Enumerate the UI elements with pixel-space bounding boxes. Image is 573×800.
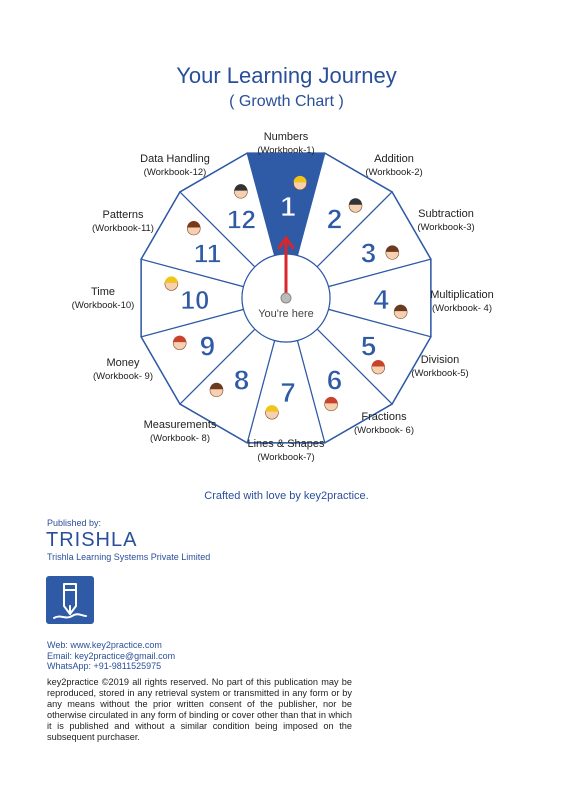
segment-workbook: (Workbook- 6)	[353, 425, 415, 436]
segment-topic: Time	[90, 286, 116, 298]
kid-character-icon	[187, 221, 200, 235]
segment-number: 10	[180, 285, 210, 315]
kid-character-icon	[173, 336, 186, 350]
published-by-label: Published by:	[47, 518, 102, 528]
segment-label-4	[430, 289, 494, 315]
segment-topic: Money	[106, 357, 140, 369]
kid-character-icon	[386, 245, 399, 259]
kid-character-icon	[325, 397, 338, 411]
kid-character-icon	[165, 276, 178, 290]
segment-label-9	[93, 357, 153, 383]
page-title: Your Learning Journey	[176, 63, 397, 88]
segment-topic: Division	[420, 354, 460, 366]
segment-number: 1	[280, 191, 296, 222]
segment-label-5	[411, 354, 468, 380]
segment-label-12	[140, 153, 210, 179]
segment-workbook: (Workbook-12)	[143, 167, 207, 178]
segment-number: 3	[360, 237, 377, 269]
segment-label-3	[417, 208, 474, 234]
segment-topic: Lines & Shapes	[247, 438, 325, 450]
segment-number: 6	[326, 364, 343, 396]
segment-workbook: (Workbook-5)	[411, 368, 469, 379]
segment-label-6	[354, 411, 414, 437]
segment-workbook: (Workbook-7)	[257, 452, 315, 463]
kid-character-icon	[349, 198, 362, 212]
segment-topic: Subtraction	[418, 208, 474, 220]
segment-topic: Numbers	[263, 131, 309, 143]
segment-number: 11	[193, 238, 222, 269]
publisher-company: Trishla Learning Systems Private Limited	[47, 552, 211, 562]
segment-number: 12	[227, 204, 256, 235]
kid-character-icon	[294, 176, 307, 190]
segment-number: 5	[360, 330, 377, 362]
segment-label-2	[365, 153, 422, 179]
segment-number: 9	[199, 330, 216, 362]
segment-label-10	[72, 286, 135, 312]
segment-label-8	[144, 419, 217, 445]
kid-character-icon	[210, 383, 223, 397]
segment-topic: Addition	[374, 153, 414, 165]
segment-topic: Patterns	[102, 209, 144, 221]
segment-number: 7	[280, 377, 296, 408]
segment-workbook: (Workbook-1)	[257, 145, 315, 156]
contact-web[interactable]: Web: www.key2practice.com	[47, 640, 162, 650]
publisher-brand: TRISHLA	[46, 529, 138, 551]
segment-workbook: (Workbook-2)	[365, 167, 423, 178]
segment-label-7	[247, 438, 324, 464]
pen-icon	[46, 576, 94, 624]
segment-number: 4	[373, 284, 389, 315]
copyright-notice: key2practice ©2019 all rights reserved. No part of this publication may be reproduced, stored in any retrieval system or transmitted in any form or by any means without the prior written consent of the publisher, nor be otherwise circulated in any form of binding or cover other than that in which it is published and without a similar condition being imposed on the subsequent purchaser.	[47, 677, 352, 742]
segment-label-11	[92, 209, 154, 235]
kid-character-icon	[394, 305, 407, 319]
page-subtitle: ( Growth Chart )	[229, 93, 344, 110]
segment-number: 2	[326, 203, 343, 235]
kid-character-icon	[265, 405, 278, 419]
pointer-pivot	[281, 293, 291, 303]
contact-email[interactable]: Email: key2practice@gmail.com	[47, 651, 176, 661]
segment-workbook: (Workbook-3)	[417, 222, 475, 233]
segment-workbook: (Workbook-11)	[92, 223, 154, 234]
segment-topic: Data Handling	[140, 153, 210, 165]
segment-workbook: (Workbook- 8)	[149, 433, 211, 444]
segment-workbook: (Workbook- 4)	[431, 303, 492, 314]
kid-character-icon	[372, 360, 385, 374]
segment-number: 8	[233, 364, 250, 396]
center-label: You're here	[258, 308, 314, 320]
segment-topic: Multiplication	[430, 289, 494, 301]
segment-workbook: (Workbook- 9)	[92, 371, 154, 382]
crafted-note: Crafted with love by key2practice.	[204, 490, 369, 502]
segment-topic: Measurements	[143, 419, 217, 431]
contact-whatsapp: WhatsApp: +91-9811525975	[47, 661, 162, 671]
segment-workbook: (Workbook-10)	[71, 300, 135, 311]
segment-label-1	[257, 131, 314, 157]
segment-topic: Fractions	[361, 411, 407, 423]
kid-character-icon	[234, 184, 247, 198]
